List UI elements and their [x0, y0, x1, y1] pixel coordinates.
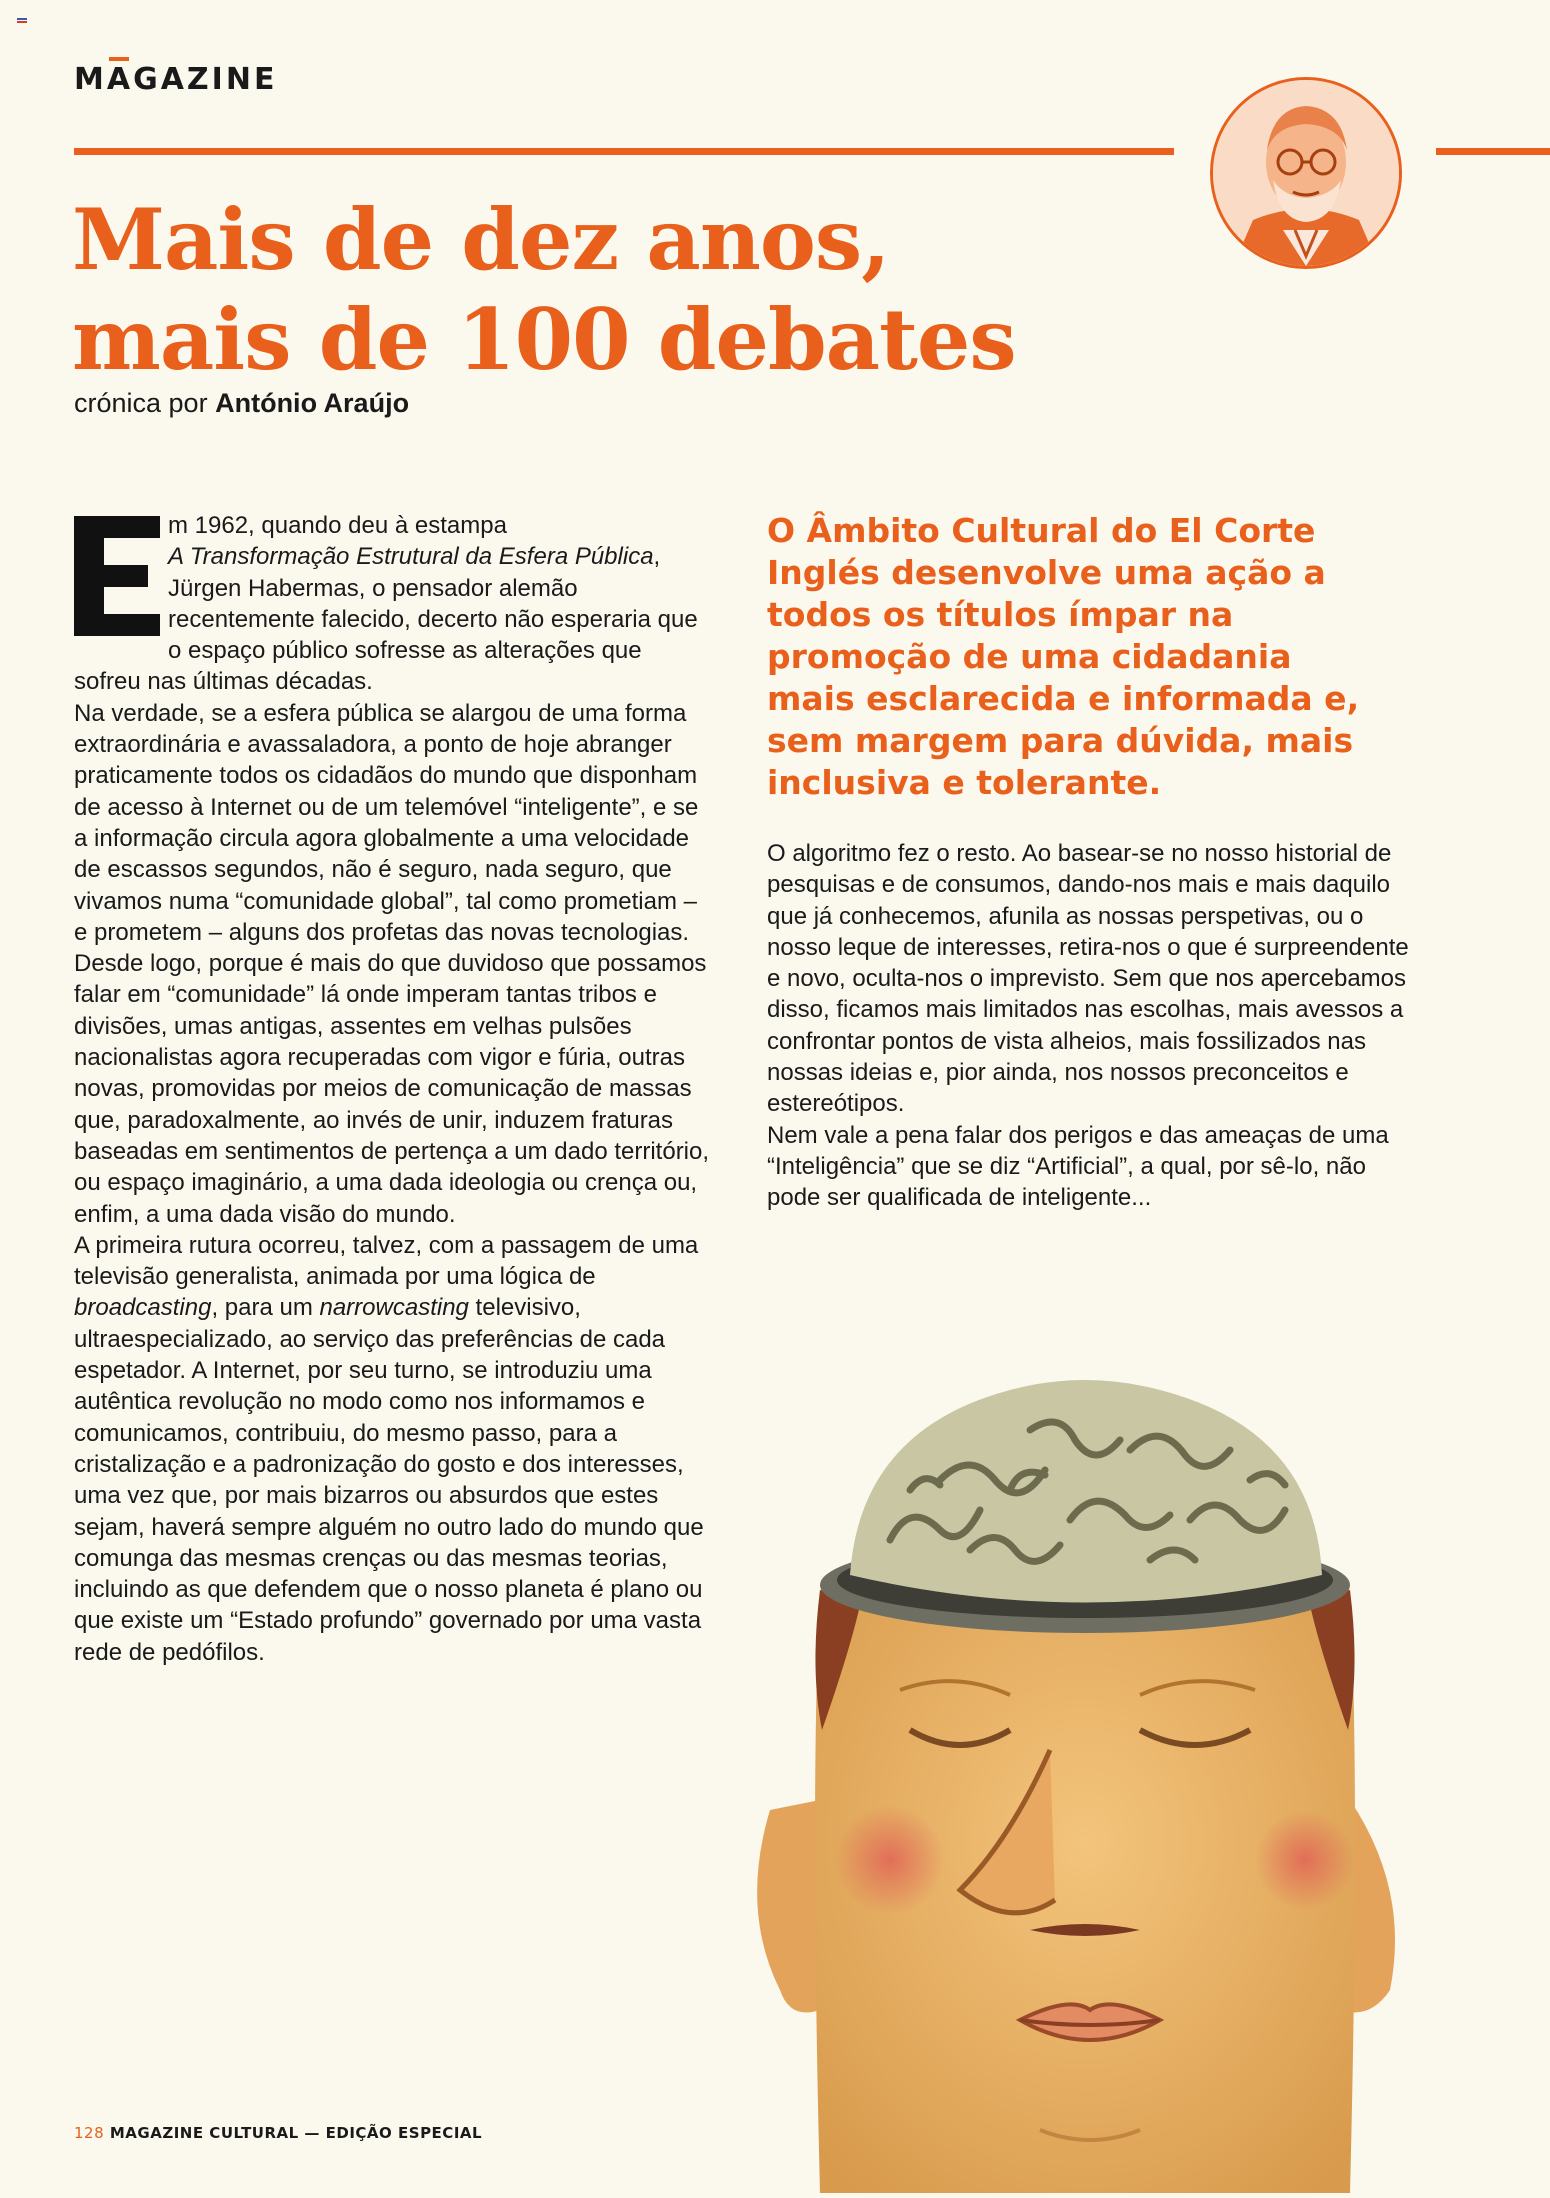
menu-icon[interactable] [17, 18, 27, 26]
magazine-logo: MAGAZINE [74, 62, 278, 97]
byline-prefix: crónica por [74, 388, 208, 418]
book-title: A Transformação Estrutural da Esfera Pública [168, 543, 654, 571]
footer-label: MAGAZINE CULTURAL — EDIÇÃO ESPECIAL [109, 2124, 483, 2142]
header-rule-right [1436, 148, 1550, 155]
paragraph-1: m 1962, quando deu à estampa A Transformação Estrutural da Esfera Pública, Jürgen Habermas, o pensador alemão recentemente falecido, decerto não esperaria que o espaço público sofresse as alterações que sofreu nas últimas décadas. [74, 512, 698, 696]
headline-line-2: mais de 100 debates [72, 290, 1016, 389]
paragraph-4: A primeira rutura ocorreu, talvez, com a passagem de uma televisão generalista, animada por uma lógica de broadcasting, para um narrowcasting televisivo, ultraespecializado, ao serviço das preferências de cada espetador. A Internet, por seu turno, se introduziu uma autêntica revolução no modo como nos informamos e comunicamos, contribuiu, do mesmo passo, para a cristalização e a padronização do gosto e dos interesses, uma vez que, por mais bizarros ou absurdos que estes sejam, haverá sempre alguém no outro lado do mundo que comunga das mesmas crenças ou das mesmas teorias, incluindo as que defendem que o nosso planeta é plano ou que existe um “Estado profundo” governado por uma vasta rede de pedófilos. [74, 1231, 704, 1666]
article-headline [72, 190, 1016, 390]
article-column-right [767, 838, 1417, 1214]
article-column-left [74, 510, 714, 1668]
author-portrait [1210, 77, 1402, 269]
paragraph-5: O algoritmo fez o resto. Ao basear-se no nosso historial de pesquisas e de consumos, dando-nos mais e mais daquilo que já conhecemos, afunila as nossas perspetivas, ou o nosso leque de interesses, retira-nos o que é surpreendente e novo, oculta-nos o imprevisto. Sem que nos apercebamos disso, ficamos mais limitados nas escolhas, mais avessos a confrontar pontos de vista alheios, mais fossilizados nas nossas ideias e, pior ainda, nos nossos preconceitos e estereótipos. [767, 840, 1409, 1118]
paragraph-2: Na verdade, se a esfera pública se alargou de uma forma extraordinária e avassaladora, a ponto de hoje abranger praticamente todos os cidadãos do mundo que disponham de acesso à Internet ou de um telemóvel “inteligente”, e se a informação circula agora globalmente a uma velocidade de escassos segundos, não é seguro, nada seguro, que vivamos numa “comunidade global”, tal como prometiam – e prometem – alguns dos profetas das novas tecnologias. [74, 699, 699, 946]
byline [74, 388, 409, 419]
pull-quote: O Âmbito Cultural do El Corte Inglés desenvolve uma ação a todos os títulos ímpar na promoção de uma cidadania mais esclarecida e informada e, sem margem para dúvida, mais inclusiva e tolerante. [767, 511, 1360, 802]
page-footer [74, 2124, 482, 2142]
author-name: António Araújo [215, 388, 410, 418]
brain-head-illustration [710, 1370, 1550, 2193]
headline-line-1: Mais de dez anos, [72, 190, 890, 289]
header-rule-left [74, 148, 1174, 155]
paragraph-3: Desde logo, porque é mais do que duvidoso que possamos falar em “comunidade” lá onde imperam tantas tribos e divisões, umas antigas, assentes em velhas pulsões nacionalistas agora recuperadas com vigor e fúria, outras novas, promovidas por meios de comunicação de massas que, paradoxalmente, ao invés de unir, induzem fraturas baseadas em sentimentos de pertença a um dado território, ou espaço imaginário, a uma dada ideologia ou crença ou, enfim, a uma dada visão do mundo. [74, 950, 710, 1228]
drop-cap [74, 516, 160, 636]
paragraph-6: Nem vale a pena falar dos perigos e das ameaças de uma “Inteligência” que se diz “Artificial”, a qual, por sê-lo, não pode ser qualificada de inteligente... [767, 1121, 1389, 1212]
page-number: 128 [74, 2124, 105, 2142]
